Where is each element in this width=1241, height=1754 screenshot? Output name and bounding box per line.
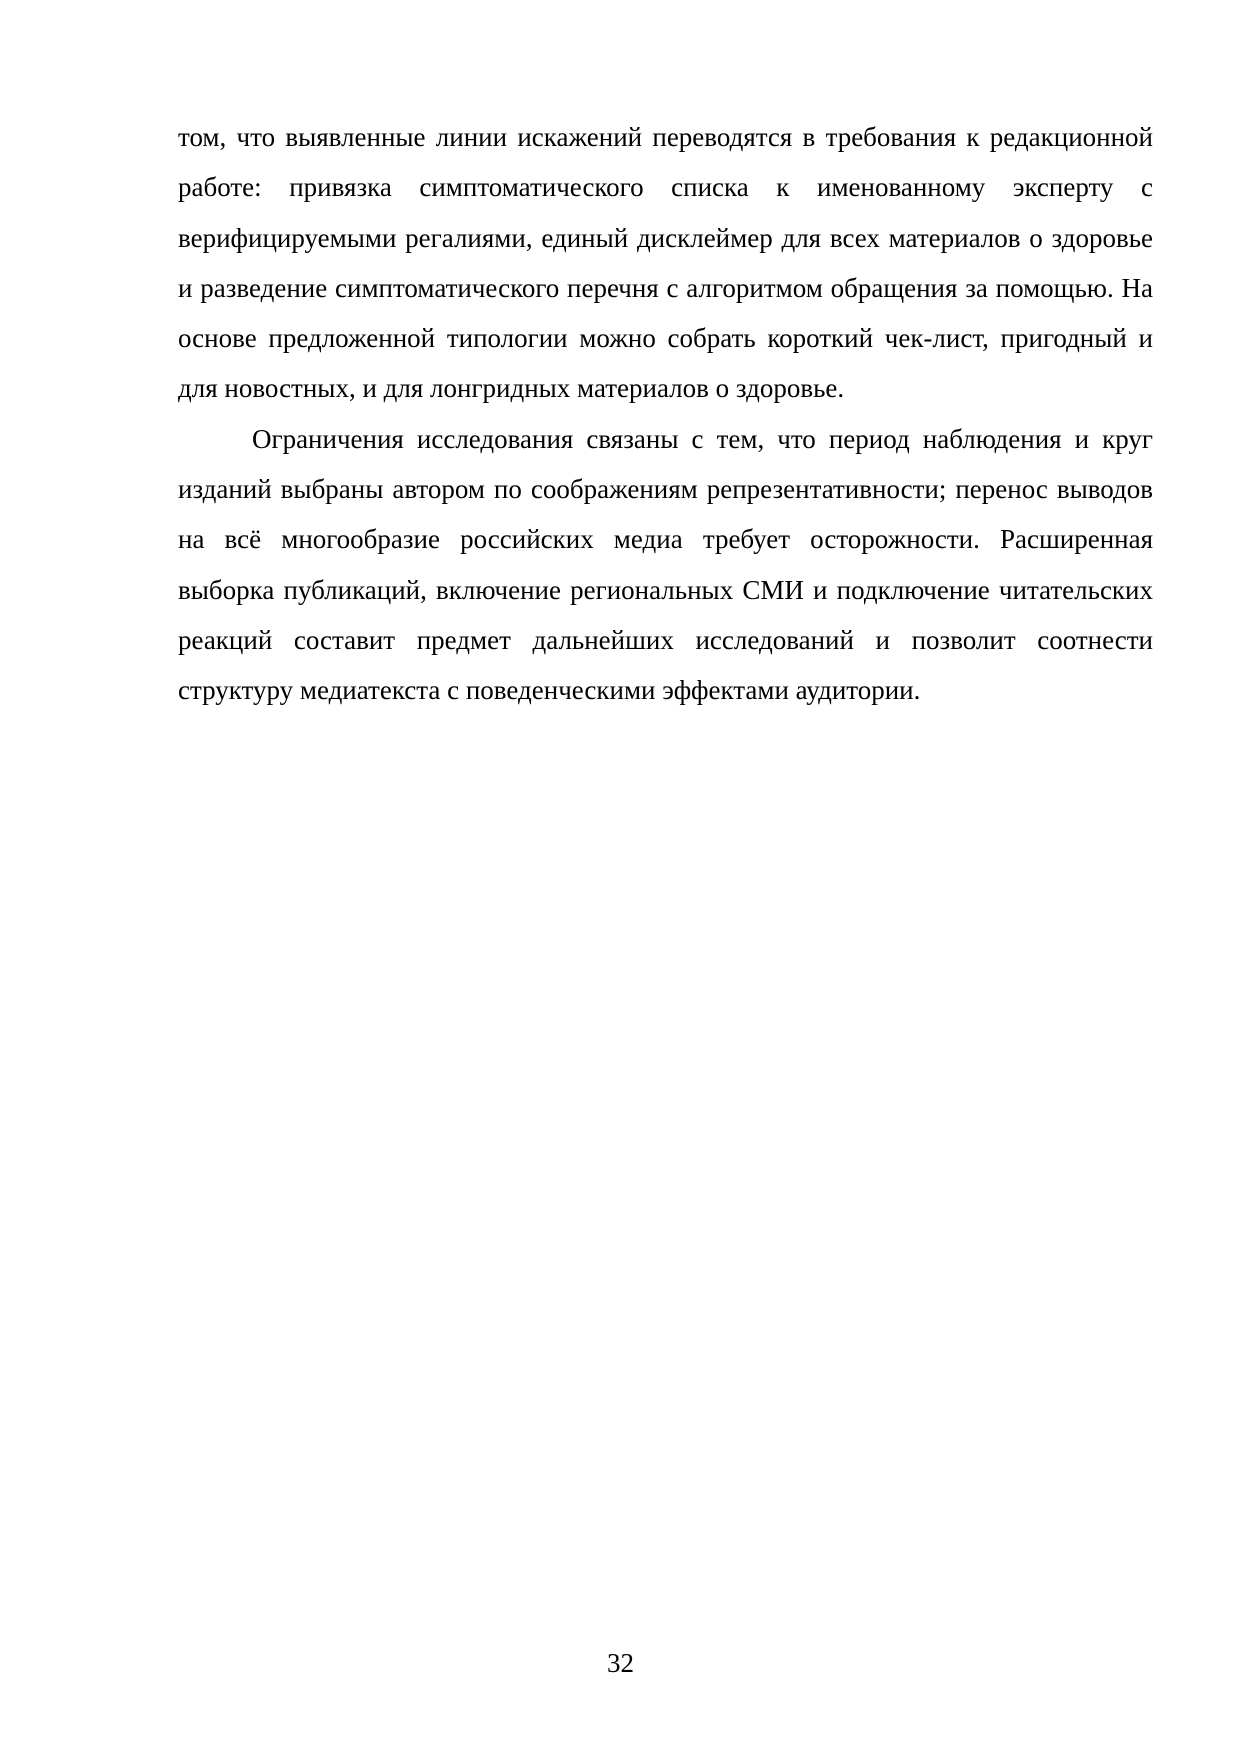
body-text bbox=[178, 112, 1153, 716]
paragraph-continued: том, что выявленные линии искажений переводятся в требования к редакционной работе: привязка симптоматического списка к именованному эксперту с верифицируемыми регалиями, единый дисклеймер для всех материалов о здоровье и разведение симптоматического перечня с алгоритмом обращения за помощью. На основе предложенной типологии можно собрать короткий чек-лист, пригодный и для новостных, и для лонгридных материалов о здоровье. bbox=[178, 122, 1153, 404]
paragraph-limitations: Ограничения исследования связаны с тем, что период наблюдения и круг изданий выбраны автором по соображениям репрезентативности; перенос выводов на всё многообразие российских медиа требует осторожности. Расширенная выборка публикаций, включение региональных СМИ и подключение читательских реакций составит предмет дальнейших исследований и позволит соотнести структуру медиатекста с поведенческими эффектами аудитории. bbox=[178, 423, 1153, 706]
page-number: 32 bbox=[607, 1648, 634, 1678]
